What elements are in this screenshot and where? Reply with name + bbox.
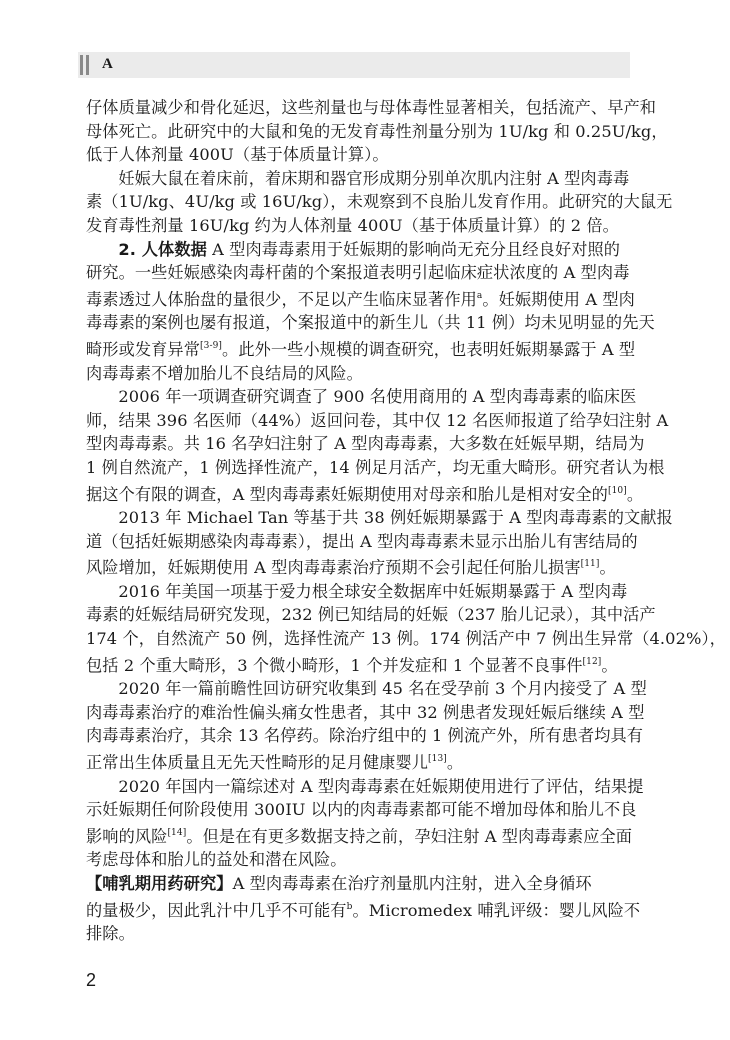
citation-ref: [14] (167, 827, 187, 838)
text-line: 发育毒性剂量 16U/kg 约为人体剂量 400U（基于体质量计算）的 2 倍。 (86, 215, 619, 235)
text-line: 低于人体剂量 400U（基于体质量计算）。 (86, 145, 389, 165)
text-span: 。 (446, 753, 464, 773)
text-line: 2020 年一篇前瞻性回访研究收集到 45 名在受孕前 3 个月内接受了 A 型 (118, 679, 647, 699)
text-span: 的量极少，因此乳汁中几乎不可能有 (86, 900, 347, 920)
text-line: 1 例自然流产，1 例选择性流产，14 例足月活产，均无重大畸形。研究者认为根 (86, 457, 665, 477)
text-line (86, 896, 646, 923)
text-line (86, 238, 646, 262)
paragraph-study-2016 (86, 580, 726, 677)
header-marks (80, 55, 92, 75)
text-line: 考虑母体和胎儿的益处和潜在风险。 (86, 850, 347, 870)
text-line: 174 个，自然流产 50 例，选择性流产 13 例。174 例活产中 7 例出生异常（4.02%）， (86, 629, 726, 649)
text-line (86, 748, 646, 775)
text-line: 示妊娠期任何阶段使用 300IU 以内的肉毒毒素都可能不增加母体和胎儿不良 (86, 800, 637, 820)
text-line: 师，结果 396 名医师（44%）返回问卷，其中仅 12 名医师报道了给孕妇注射 A (86, 410, 669, 430)
text-line: 排除。 (86, 924, 135, 944)
text-line: 仔体质量减少和骨化延迟，这些剂量也与母体毒性显著相关，包括流产、早产和 (86, 98, 657, 117)
paragraph-study-2006 (86, 385, 669, 506)
text-line: 研究。一些妊娠感染肉毒杆菌的个案报道表明引起临床症状浓度的 A 型肉毒 (86, 263, 630, 283)
text-span: A 型肉毒毒素用于妊娠期的影响尚无充分且经良好对照的 (206, 239, 621, 259)
citation-ref: [3-9] (200, 340, 223, 351)
text-line: 2020 年国内一篇综述对 A 型肉毒毒素在妊娠期使用进行了评估，结果提 (118, 776, 644, 796)
text-line (86, 822, 646, 849)
text-span: 包括 2 个重大畸形，3 个微小畸形，1 个并发症和 1 个显著不良事件 (86, 655, 583, 675)
text-line (86, 480, 646, 507)
text-span: 。 (626, 484, 644, 504)
text-span: 。此外一些小规模的调查研究，也表明妊娠期暴露于 A 型 (222, 339, 636, 359)
text-span: 。但是在有更多数据支持之前，孕妇注射 A 型肉毒毒素应全面 (186, 826, 633, 846)
text-line: 妊娠大鼠在着床前，着床期和器官形成期分别单次肌内注射 A 型肉毒毒 (118, 168, 630, 188)
text-line: 2013 年 Michael Tan 等基于共 38 例妊娠期暴露于 A 型肉毒毒素的文献报 (118, 508, 673, 528)
text-line (86, 651, 646, 678)
citation-ref: [10] (607, 485, 627, 496)
text-span: A 型肉毒毒素在治疗剂量肌内注射，进入全身循环 (232, 874, 592, 893)
section-heading-lactation: 【哺乳期用药研究】 (86, 874, 233, 893)
text-span: 据这个有限的调查，A 型肉毒毒素妊娠期使用对母亲和胎儿是相对安全的 (86, 484, 608, 504)
text-line: 道（包括妊娠期感染肉毒毒素），提出 A 型肉毒毒素未显示出胎儿有害结局的 (86, 531, 638, 551)
text-span: 。Micromedex 哺乳评级：婴儿风险不 (352, 900, 641, 920)
paragraph-human-data (86, 238, 655, 386)
text-line: 素（1U/kg、4U/kg 或 16U/kg），未观察到不良胎儿发育作用。此研究的大鼠无 (86, 192, 673, 212)
running-header-letter: A (102, 56, 113, 72)
running-header-bar (78, 52, 630, 78)
paragraph-study-2020-migraine (86, 677, 646, 774)
citation-ref: [11] (580, 559, 600, 570)
text-span: 。 (599, 558, 616, 578)
text-line (86, 553, 646, 580)
text-span: 。妊娠期使用 A 型肉 (482, 289, 635, 309)
paragraph-study-2020-review (86, 775, 646, 872)
text-line: 母体死亡。此研究中的大鼠和兔的无发育毒性剂量分别为 1U/kg 和 0.25U/kg， (86, 121, 668, 141)
text-line: 肉毒毒素不增加胎儿不良结局的风险。 (86, 363, 363, 383)
text-line: 2016 年美国一项基于爱力根全球安全数据库中妊娠期暴露于 A 型肉毒 (118, 581, 628, 601)
section-heading-human-data: 2. 人体数据 (118, 239, 207, 259)
paragraph-study-2013 (86, 506, 673, 580)
text-line (86, 285, 646, 312)
text-line (86, 335, 646, 362)
citation-ref: [13] (428, 754, 447, 765)
paragraph-rat-study (86, 167, 673, 238)
paragraph-continuation (86, 96, 668, 167)
text-line: 肉毒毒素治疗，其余 13 名停药。除治疗组中的 1 例流产外，所有患者均具有 (86, 726, 644, 746)
paragraph-lactation (86, 872, 646, 946)
text-line: 型肉毒毒素。共 16 名孕妇注射了 A 型肉毒毒素，大多数在妊娠早期，结局为 (86, 434, 645, 454)
footnote-ref: a (476, 290, 483, 301)
text-span: 。 (601, 655, 618, 675)
text-span: 畸形或发育异常 (86, 339, 201, 359)
text-span: 正常出生体质量且无先天性畸形的足月健康婴儿 (86, 753, 429, 773)
text-line: 2006 年一项调查研究调查了 900 名使用商用的 A 型肉毒毒素的临床医 (118, 387, 637, 407)
text-line: 毒素的妊娠结局研究发现，232 例已知结局的妊娠（237 胎儿记录），其中活产 (86, 605, 656, 625)
text-line (86, 872, 646, 896)
text-span: 毒素透过人体胎盘的量很少，不足以产生临床显著作用 (86, 289, 477, 309)
citation-ref: [12] (582, 656, 602, 667)
text-line: 肉毒毒素治疗的难治性偏头痛女性患者，其中 32 例患者发现妊娠后继续 A 型 (86, 702, 645, 722)
footnote-ref: b (346, 901, 353, 912)
text-line: 毒毒素的案例也屡有报道，个案报道中的新生儿（共 11 例）均未见明显的先天 (86, 313, 655, 333)
page-number: 2 (86, 970, 97, 990)
page-body (86, 96, 726, 946)
text-span: 影响的风险 (86, 826, 168, 846)
text-span: 风险增加，妊娠期使用 A 型肉毒毒素治疗预期不会引起任何胎儿损害 (86, 558, 581, 578)
